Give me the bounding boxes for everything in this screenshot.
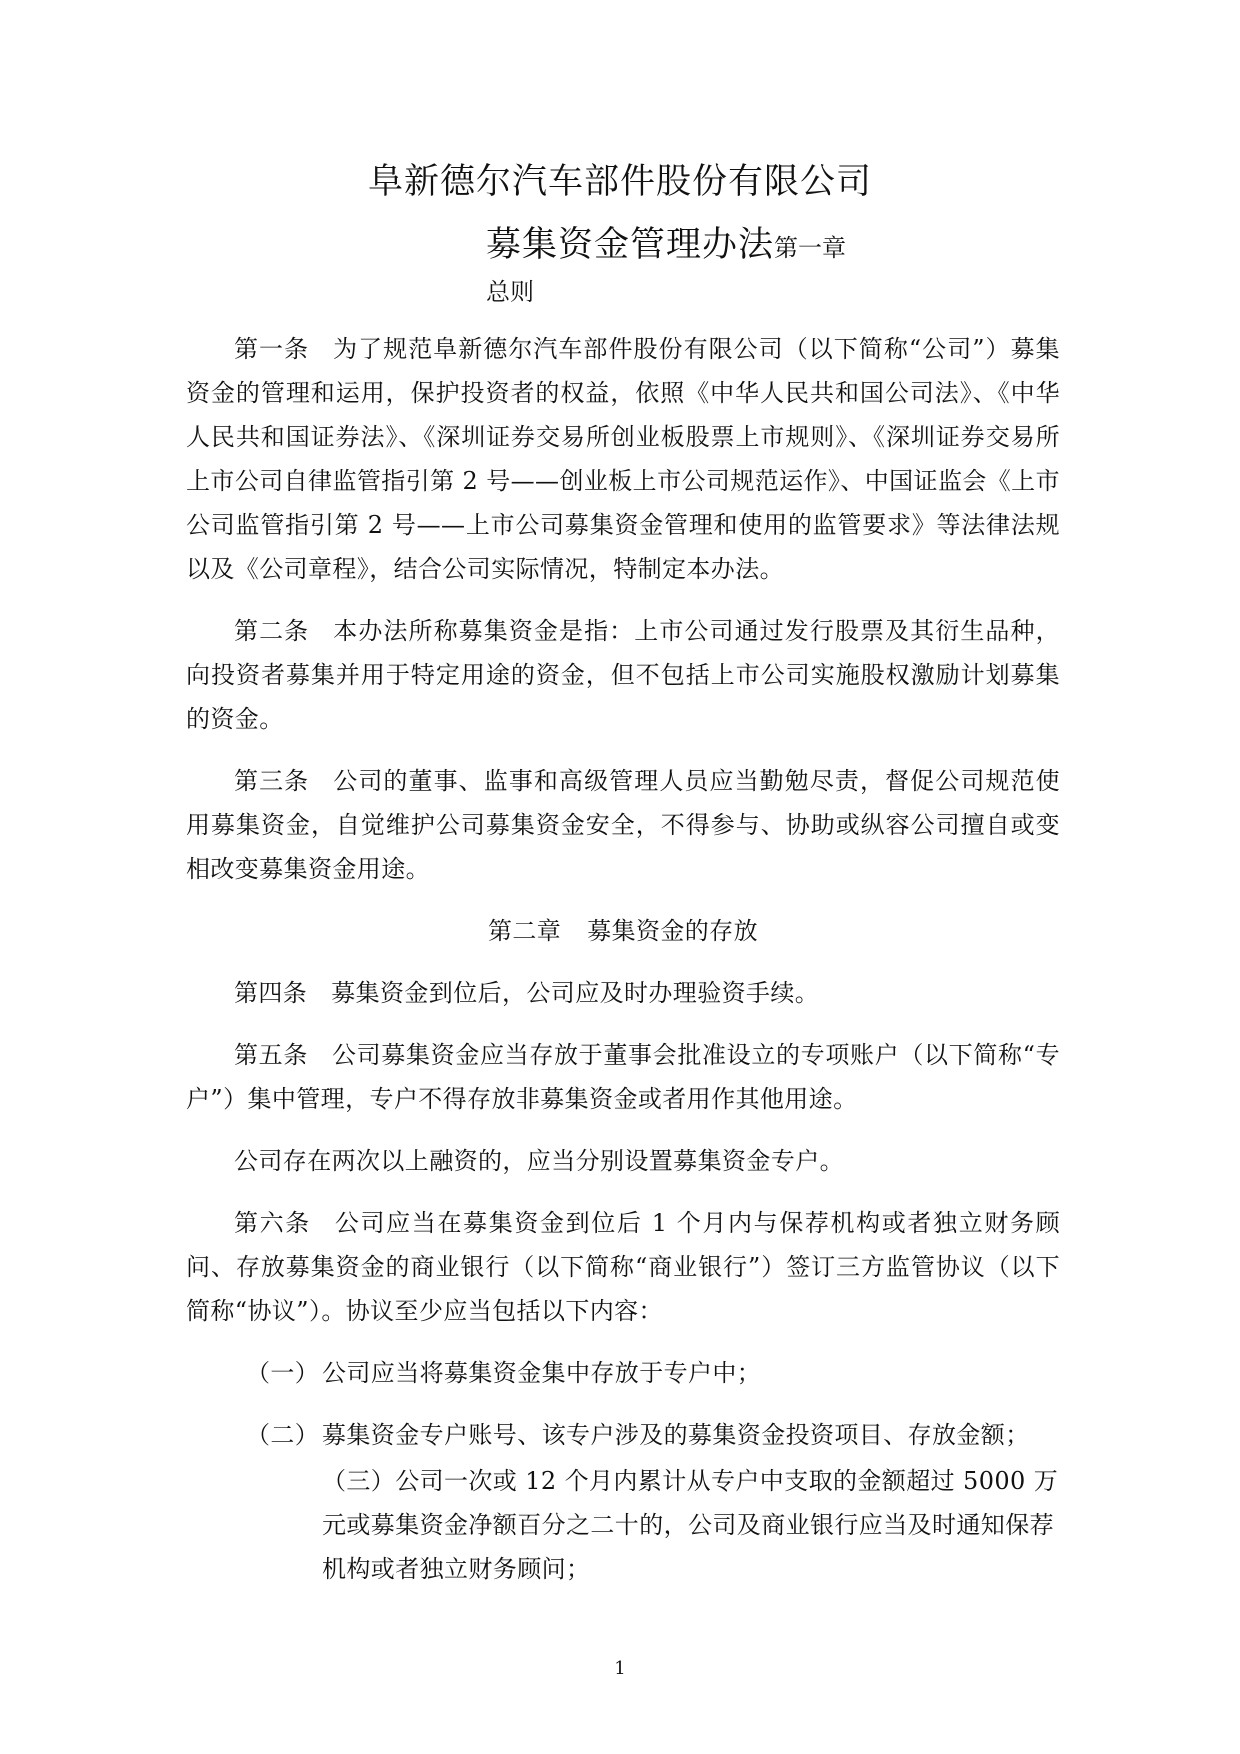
list-item (186, 1413, 1060, 1457)
list-item-number: （一） (246, 1359, 320, 1387)
article-2 (186, 609, 1060, 741)
chapter-1-name: 总则 (486, 278, 534, 306)
company-title: 阜新德尔汽车部件股份有限公司 (367, 162, 872, 202)
article-label: 第一条 (234, 335, 310, 363)
list-item-text: 公司应当将募集资金集中存放于专户中； (322, 1359, 762, 1387)
chapter-2-name: 募集资金的存放 (587, 917, 758, 945)
article-label: 第二条 (234, 617, 310, 645)
article-text: 为了规范阜新德尔汽车部件股份有限公司（以下简称“公司”）募集资金的管理和运用，保护投资者的权益，依照《中华人民共和国公司法》、《中华人民共和国证券法》、《深圳证券交易所创业板股票上市规则》、《深圳证券交易所上市公司自律监管指引第 2 号——创业板上市公司规范运作》、中国证监会《上市公司监管指引第 2 号——上市公司募集资金管理和使用的监管要求》等法律法规以及《公司章程》，结合公司实际情况，特制定本办法。 (186, 335, 1060, 583)
document-title-text: 募集资金管理办法 (486, 225, 775, 265)
article-5-extra-paragraph: 公司存在两次以上融资的，应当分别设置募集资金专户。 (234, 1147, 844, 1175)
list-item-3: （三）公司一次或 12 个月内累计从专户中支取的金额超过 5000 万元或募集资金净额百分之二十的，公司及商业银行应当及时通知保荐机构或者独立财务顾问； (322, 1467, 1059, 1583)
article-text: 公司的董事、监事和高级管理人员应当勤勉尽责，督促公司规范使用募集资金，自觉维护公司募集资金安全，不得参与、协助或纵容公司擅自或变相改变募集资金用途。 (186, 767, 1061, 883)
article-text: 公司募集资金应当存放于董事会批准设立的专项账户（以下简称“专户”）集中管理，专户不得存放非募集资金或者用作其他用途。 (186, 1041, 1060, 1113)
article-1 (186, 327, 1060, 591)
article-text: 本办法所称募集资金是指：上市公司通过发行股票及其衍生品种，向投资者募集并用于特定用途的资金，但不包括上市公司实施股权激励计划募集的资金。 (186, 617, 1061, 733)
article-label: 第四条 (234, 979, 308, 1007)
list-item-number: （二） (246, 1421, 320, 1449)
article-text: 募集资金到位后，公司应及时办理验资手续。 (331, 979, 820, 1007)
list-item (186, 1351, 1060, 1395)
chapter-1-label: 第一章 (774, 234, 847, 262)
page-number: 1 (614, 1658, 626, 1679)
article-3 (186, 759, 1060, 891)
article-text: 公司应当在募集资金到位后 1 个月内与保荐机构或者独立财务顾问、存放募集资金的商业银行（以下简称“商业银行”）签订三方监管协议（以下简称“协议”）。协议至少应当包括以下内容： (186, 1209, 1060, 1325)
article-label: 第五条 (234, 1041, 308, 1069)
article-6 (186, 1201, 1060, 1333)
chapter-2-heading (186, 909, 1060, 953)
article-4 (186, 971, 1060, 1015)
document-title (486, 220, 846, 273)
chapter-2-label: 第二章 (487, 917, 562, 945)
list-item-text: 募集资金专户账号、该专户涉及的募集资金投资项目、存放金额； (322, 1421, 1030, 1449)
article-label: 第三条 (234, 767, 310, 795)
document-body (186, 327, 1060, 1591)
article-label: 第六条 (234, 1209, 311, 1237)
article-5 (186, 1033, 1060, 1121)
